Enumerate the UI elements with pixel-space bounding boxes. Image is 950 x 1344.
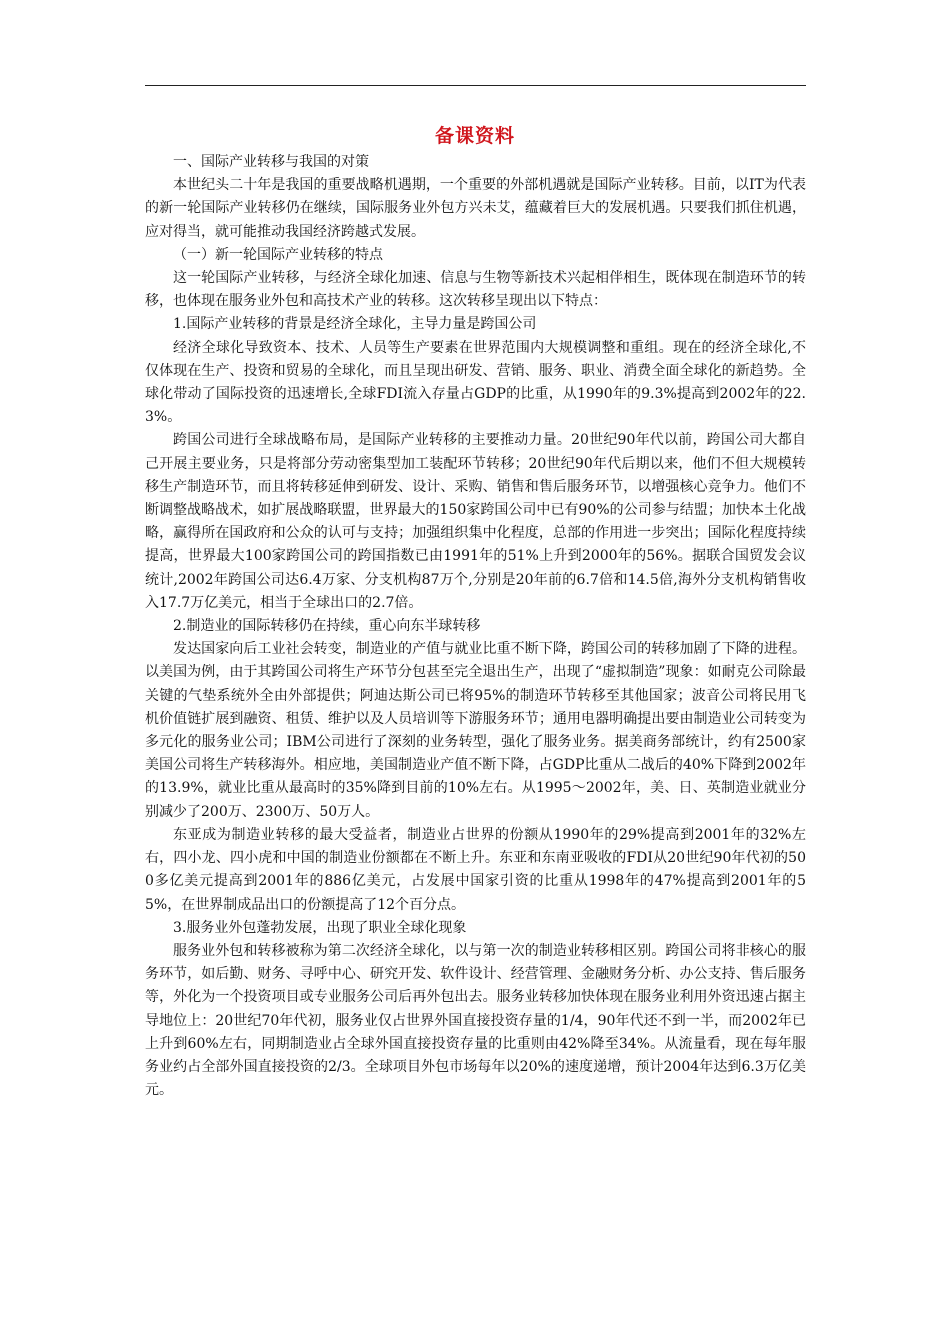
document-body: [145, 151, 806, 1102]
section-heading: 1.国际产业转移的背景是经济全球化，主导力量是跨国公司: [173, 316, 537, 333]
section-heading: 2.制造业的国际转移仍在持续，重心向东半球转移: [173, 618, 481, 635]
body-paragraph: 发达国家向后工业社会转变，制造业的产值与就业比重不断下降，跨国公司的转移加剧了下降的进程。以美国为例，由于其跨国公司将生产环节分包甚至完全退出生产，出现了“虚拟制造”现象：如耐克公司除最关键的气垫系统外全由外部提供；阿迪达斯公司已将95%的制造环节转移至其他国家；波音公司将民用飞机价值链扩展到融资、租赁、维护以及人员培训等下游服务环节；通用电器明确提出要由制造业公司转变为多元化的服务业公司；IBM公司进行了深刻的业务转型，强化了服务业务。据美商务部统计，约有2500家美国公司将生产转移海外。相应地，美国制造业产值不断下降，占GDP比重从二战后的40%下降到2002年的13.9%，就业比重从最高时的35%降到目前的10%左右。从1995～2002年，美、日、英制造业就业分别减少了200万、2300万、50万人。: [145, 641, 806, 820]
header-rule: [145, 85, 806, 86]
section-heading: 一、国际产业转移与我国的对策: [173, 154, 369, 170]
body-paragraph: 跨国公司进行全球战略布局，是国际产业转移的主要推动力量。20世纪90年代以前，跨国公司大都自己开展主要业务，只是将部分劳动密集型加工装配环节转移；20世纪90年代后期以来，他们不但大规模转移生产制造环节，而且将转移延伸到研发、设计、采购、销售和售后服务环节，以增强核心竞争力。他们不断调整战略战术，如扩展战略联盟，世界最大的150家跨国公司中已有90%的公司参与结盟；加快本土化战略，赢得所在国政府和公众的认可与支持；加强组织集中化程度，总部的作用进一步突出；国际化程度持续提高，世界最大100家跨国公司的跨国指数已由1991年的51%上升到2000年的56%。据联合国贸发会议统计,2002年跨国公司达6.4万家、分支机构87万个,分别是20年前的6.7倍和14.5倍,海外分支机构销售收入17.7万亿美元，相当于全球出口的2.7倍。: [145, 432, 806, 611]
body-paragraph: 服务业外包和转移被称为第二次经济全球化，以与第一次的制造业转移相区别。跨国公司将非核心的服务环节，如后勤、财务、寻呼中心、研究开发、软件设计、经营管理、金融财务分析、办公支持、售后服务等，外化为一个投资项目或专业服务公司后再外包出去。服务业转移加快体现在服务业利用外资迅速占据主导地位上：20世纪70年代初，服务业仅占世界外国直接投资存量的1/4，90年代还不到一半，而2002年已上升到60%左右，同期制造业占全球外国直接投资存量的比重则由42%降至34%。从流量看，现在每年服务业约占全部外国直接投资的2/3。全球项目外包市场每年以20%的速度递增，预计2004年达到6.3万亿美元。: [145, 942, 806, 1099]
page-title: 备课资料: [434, 125, 515, 147]
section-heading: （一）新一轮国际产业转移的特点: [173, 246, 383, 263]
body-paragraph: 本世纪头二十年是我国的重要战略机遇期，一个重要的外部机遇就是国际产业转移。目前，以IT为代表的新一轮国际产业转移仍在继续，国际服务业外包方兴未艾，蕴藏着巨大的发展机遇。只要我们抓住机遇，应对得当，就可能推动我国经济跨越式发展。: [145, 177, 806, 240]
body-paragraph: 东亚成为制造业转移的最大受益者，制造业占世界的份额从1990年的29%提高到2001年的32%左右，四小龙、四小虎和中国的制造业份额都在不断上升。东亚和东南亚吸收的FDI从20世纪90年代初的500多亿美元提高到2001年的886亿美元，占发展中国家引资的比重从1998年的47%提高到2001年的55%，在世界制成品出口的份额提高了12个百分点。: [145, 826, 806, 913]
body-paragraph: 这一轮国际产业转移，与经济全球化加速、信息与生物等新技术兴起相伴相生，既体现在制造环节的转移，也体现在服务业外包和高技术产业的转移。这次转移呈现出以下特点：: [145, 270, 806, 310]
body-paragraph: 经济全球化导致资本、技术、人员等生产要素在世界范围内大规模调整和重组。现在的经济全球化,不仅体现在生产、投资和贸易的全球化，而且呈现出研发、营销、服务、职业、消费全面全球化的新趋势。全球化带动了国际投资的迅速增长,全球FDI流入存量占GDP的比重，从1990年的9.3%提高到2002年的22.3%。: [145, 339, 806, 426]
section-heading: 3.服务业外包蓬勃发展，出现了职业全球化现象: [173, 919, 467, 936]
